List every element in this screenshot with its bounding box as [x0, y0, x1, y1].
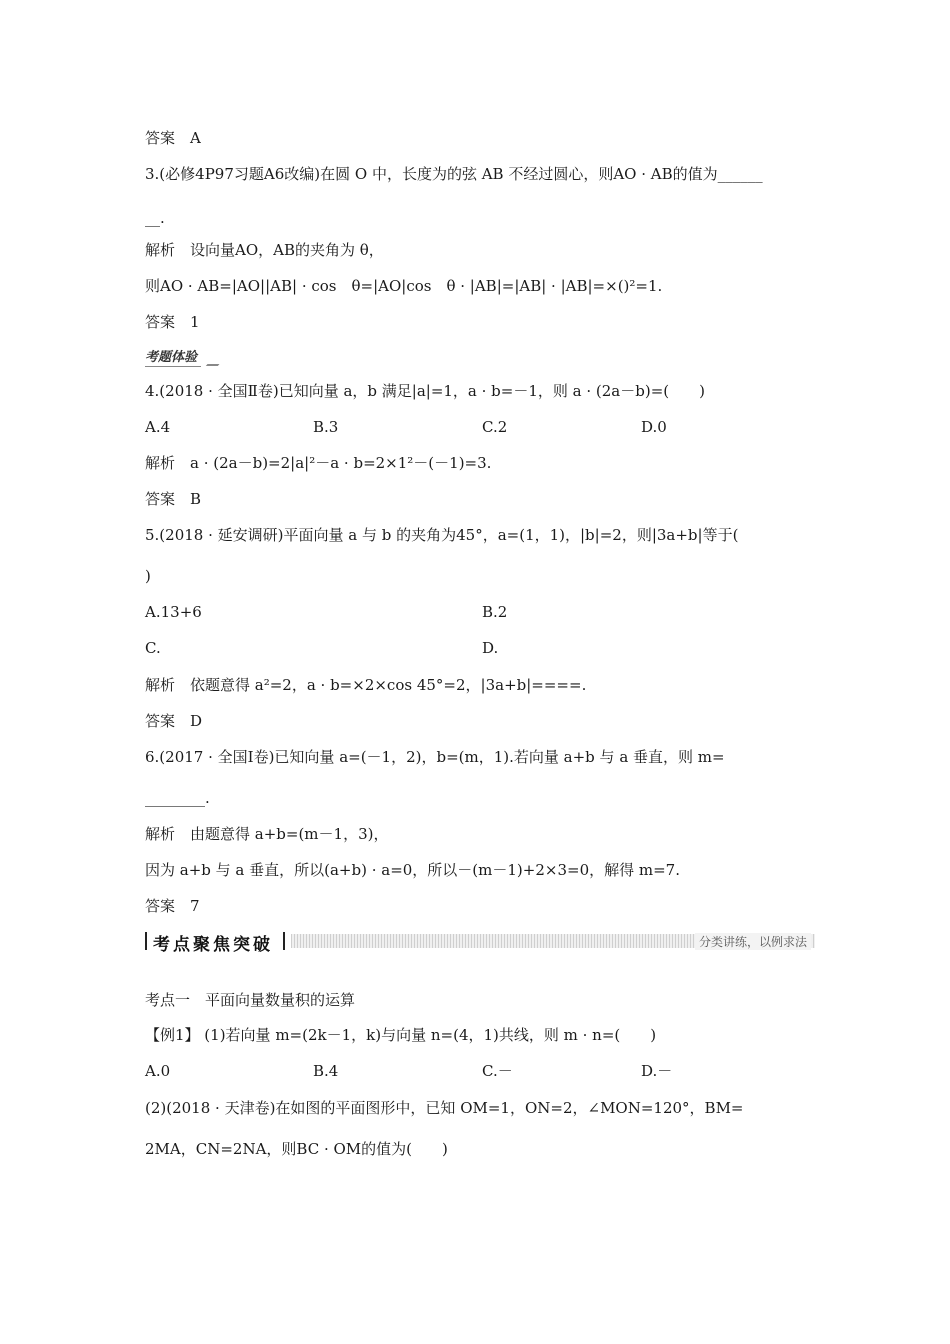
badge-decoration	[206, 356, 226, 366]
section-header	[145, 930, 815, 955]
text-line-ans3: 答案 1	[145, 313, 200, 331]
text-line-q3-a: 3.(必修4P97习题A6改编)在圆 O 中，长度为的弦 AB 不经过圆心，则AO · AB的值为______	[145, 165, 763, 183]
text-line-sol3-a: 解析 设向量AO，AB的夹角为 θ，	[145, 241, 384, 259]
q5-options-1: B.2	[482, 603, 508, 621]
text-line-q6-a: 6.(2017 · 全国Ⅰ卷)已知向量 a=(－1，2)，b=(m，1).若向量 a+b 与 a 垂直，则 m=	[145, 748, 725, 766]
text-line-q4: 4.(2018 · 全国Ⅱ卷)已知向量 a，b 满足|a|=1，a · b=－1，则 a · (2a－b)=( )	[145, 382, 705, 400]
text-line-sol4: 解析 a · (2a－b)=2|a|²－a · b=2×1²－(－1)=3.	[145, 454, 492, 472]
q4-options-2: C.2	[482, 418, 508, 436]
section-title: 考点聚焦突破	[153, 935, 273, 955]
q4-options-3: D.0	[641, 418, 667, 436]
section-subtitle: 分类讲练，以例求法	[695, 933, 811, 950]
text-line-ex1-2a: (2)(2018 · 天津卷)在如图的平面图形中，已知 OM=1，ON=2，∠MON=120°，BM=	[145, 1099, 744, 1117]
ex1-options-0: A.0	[145, 1062, 171, 1080]
text-line-ans-3-prev: 答案 A	[145, 129, 201, 147]
ex1-options-3: D.－	[641, 1062, 673, 1080]
q5-options-0: A.13+6	[145, 603, 202, 621]
text-line-ans6: 答案 7	[145, 897, 200, 915]
q4-options-0: A.4	[145, 418, 171, 436]
q5-options-2: C.	[145, 639, 161, 657]
text-line-ex1-1: 【例1】 (1)若向量 m=(2k－1，k)与向量 n=(4，1)共线，则 m · n=( )	[145, 1026, 657, 1044]
text-line-q3-b: __.	[145, 209, 165, 227]
text-line-q5-a: 5.(2018 · 延安调研)平面向量 a 与 b 的夹角为45°，a=(1，1)，|b|=2，则|3a+b|等于(	[145, 526, 739, 544]
text-line-sol3-b: 则AO · AB=|AO||AB| · cos θ=|AO|cos θ · |AB|=|AB| · |AB|=×()²=1.	[145, 277, 663, 295]
text-line-sol6-b: 因为 a+b 与 a 垂直，所以(a+b) · a=0，所以－(m－1)+2×3=0，解得 m=7.	[145, 861, 680, 879]
section-bar-left	[145, 932, 147, 950]
text-line-ex1-2b: 2MA，CN=2NA，则BC · OM的值为( )	[145, 1140, 448, 1158]
text-line-kd1: 考点一 平面向量数量积的运算	[145, 991, 356, 1009]
section-bar-right	[283, 932, 285, 950]
q4-options-1: B.3	[313, 418, 339, 436]
q5-options-3: D.	[482, 639, 499, 657]
ex1-options-1: B.4	[313, 1062, 339, 1080]
text-line-sol5: 解析 依题意得 a²=2，a · b=×2×cos 45°=2，|3a+b|====.	[145, 676, 587, 694]
text-line-sol6-a: 解析 由题意得 a+b=(m－1，3)，	[145, 825, 389, 843]
text-line-ans5: 答案 D	[145, 712, 203, 730]
text-line-ans4: 答案 B	[145, 490, 202, 508]
text-line-q6-b: ________.	[145, 789, 210, 807]
exam-experience-badge: 考题体验	[145, 346, 201, 367]
text-line-q5-b: )	[145, 567, 151, 585]
ex1-options-2: C.－	[482, 1062, 513, 1080]
